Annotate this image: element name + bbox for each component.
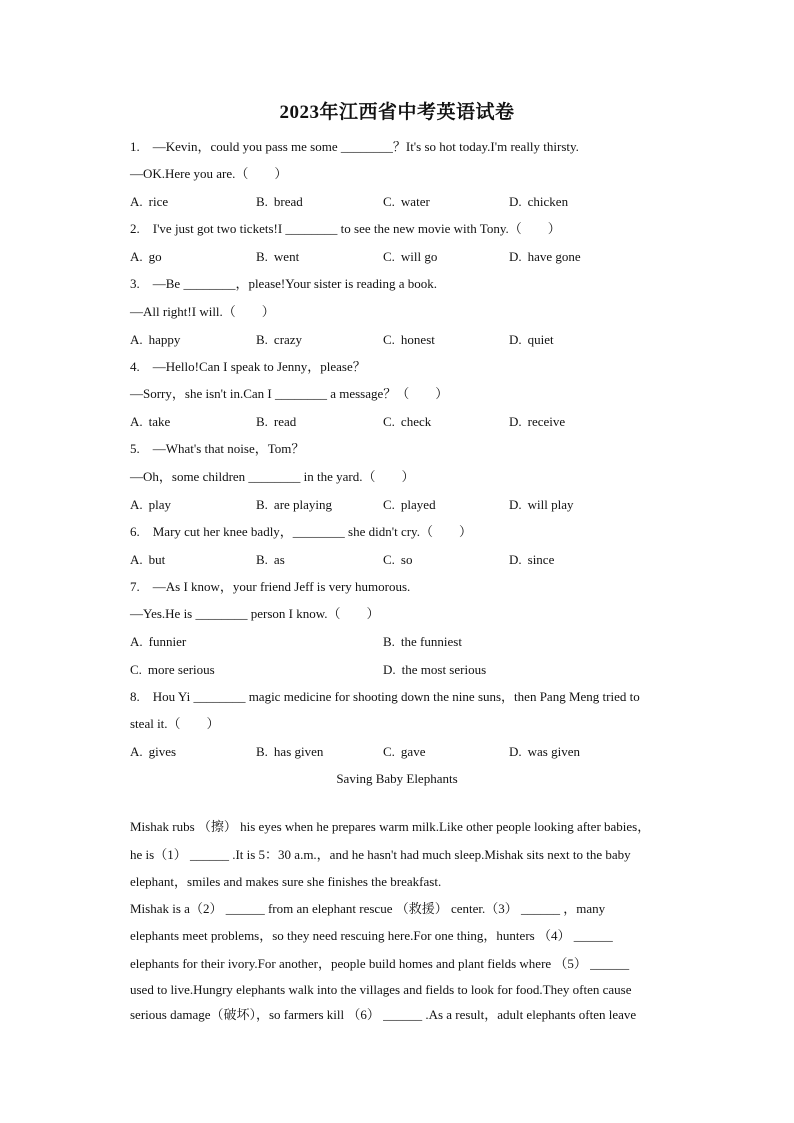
option-text: so	[400, 552, 413, 567]
option-letter: C.	[383, 414, 395, 429]
question-4-reply: —Sorry，she isn't in.Can I ________ a message？（ ）	[130, 386, 449, 401]
option-text: water	[400, 194, 430, 209]
passage-line: elephant，smiles and makes sure she finishes the breakfast.	[130, 874, 442, 889]
option-letter: C.	[383, 497, 395, 512]
passage-line: elephants for their ivory.For another，people build homes and plant fields where （5） ______	[130, 956, 630, 971]
question-2-option-d[interactable]	[509, 249, 581, 265]
question-8-option-c[interactable]	[383, 744, 425, 760]
option-text: gave	[400, 744, 426, 759]
question-2-option-c[interactable]	[383, 249, 437, 265]
option-letter: B.	[256, 249, 268, 264]
question-7-option-a[interactable]	[130, 634, 186, 650]
question-3-option-c[interactable]	[383, 332, 435, 348]
option-letter: A.	[130, 332, 143, 347]
option-text: receive	[527, 414, 566, 429]
option-letter: C.	[383, 249, 395, 264]
option-text: read	[273, 414, 297, 429]
option-letter: B.	[256, 497, 268, 512]
option-text: quiet	[527, 332, 554, 347]
question-5-option-b[interactable]	[256, 497, 332, 513]
option-text: will go	[400, 249, 438, 264]
option-text: honest	[400, 332, 435, 347]
question-8-stem-cont: steal it.（ ）	[130, 716, 220, 731]
option-text: gives	[148, 744, 177, 759]
option-text: the funniest	[400, 634, 462, 649]
passage-line: Mishak is a（2） ______ from an elephant rescue （救援） center.（3） ______ ，many	[130, 901, 606, 916]
question-1-option-b[interactable]	[256, 194, 303, 210]
question-3-option-d[interactable]	[509, 332, 554, 348]
question-1-option-d[interactable]	[509, 194, 568, 210]
option-text: happy	[148, 332, 181, 347]
option-letter: C.	[383, 332, 395, 347]
option-letter: B.	[256, 414, 268, 429]
passage-line: elephants meet problems，so they need rescuing here.For one thing，hunters （4） ______	[130, 928, 613, 943]
question-2-stem: 2. I've just got two tickets!I ________ to see the new movie with Tony.（ ）	[130, 221, 561, 236]
page-title: 2023年江西省中考英语试卷	[279, 102, 515, 123]
option-letter: C.	[130, 662, 142, 677]
option-text: but	[148, 552, 166, 567]
option-text: check	[400, 414, 432, 429]
option-text: will play	[527, 497, 574, 512]
option-text: since	[527, 552, 555, 567]
question-5-option-d[interactable]	[509, 497, 574, 513]
question-6-option-d[interactable]	[509, 552, 554, 568]
question-3-stem: 3. —Be ________，please!Your sister is reading a book.	[130, 276, 438, 291]
option-letter: B.	[256, 552, 268, 567]
question-8-stem: 8. Hou Yi ________ magic medicine for shooting down the nine suns，then Pang Meng tried to	[130, 689, 640, 704]
question-2-option-b[interactable]	[256, 249, 299, 265]
question-3-option-b[interactable]	[256, 332, 302, 348]
question-6-option-b[interactable]	[256, 552, 285, 568]
question-2-option-a[interactable]	[130, 249, 162, 265]
question-4-option-d[interactable]	[509, 414, 565, 430]
question-1-stem: 1. —Kevin，could you pass me some ________？It's so hot today.I'm really thirsty.	[130, 139, 579, 154]
option-text: bread	[273, 194, 303, 209]
question-3-option-a[interactable]	[130, 332, 180, 348]
option-text: went	[273, 249, 300, 264]
question-4-stem: 4. —Hello!Can I speak to Jenny，please？	[130, 359, 366, 374]
question-5-option-a[interactable]	[130, 497, 171, 513]
passage-line: serious damage（破坏），so farmers kill （6） ______ .As a result，adult elephants often leave	[130, 1007, 637, 1022]
option-letter: C.	[383, 552, 395, 567]
option-letter: D.	[383, 662, 396, 677]
question-7-stem: 7. —As I know，your friend Jeff is very humorous.	[130, 579, 411, 594]
option-text: funnier	[148, 634, 187, 649]
question-8-option-b[interactable]	[256, 744, 323, 760]
question-1-option-a[interactable]	[130, 194, 168, 210]
option-letter: B.	[383, 634, 395, 649]
option-letter: C.	[383, 744, 395, 759]
option-text: rice	[148, 194, 169, 209]
option-letter: B.	[256, 332, 268, 347]
option-letter: D.	[509, 552, 522, 567]
option-letter: A.	[130, 744, 143, 759]
question-5-reply: —Oh，some children ________ in the yard.（ ）	[130, 469, 415, 484]
option-letter: A.	[130, 497, 143, 512]
option-text: was given	[527, 744, 580, 759]
question-1-option-c[interactable]	[383, 194, 430, 210]
question-4-option-c[interactable]	[383, 414, 431, 430]
option-text: have gone	[527, 249, 581, 264]
option-text: go	[148, 249, 162, 264]
question-6-option-c[interactable]	[383, 552, 412, 568]
passage-title: Saving Baby Elephants	[336, 771, 458, 786]
option-text: play	[148, 497, 172, 512]
question-4-option-a[interactable]	[130, 414, 170, 430]
question-3-reply: —All right!I will.（ ）	[130, 304, 275, 319]
question-8-option-a[interactable]	[130, 744, 176, 760]
question-7-reply: —Yes.He is ________ person I know.（ ）	[130, 606, 380, 621]
option-letter: B.	[256, 744, 268, 759]
question-7-option-c[interactable]	[130, 662, 215, 678]
option-text: are playing	[273, 497, 333, 512]
option-text: more serious	[147, 662, 215, 677]
option-letter: D.	[509, 194, 522, 209]
option-text: take	[148, 414, 171, 429]
question-8-option-d[interactable]	[509, 744, 580, 760]
question-5-stem: 5. —What's that noise，Tom？	[130, 441, 305, 456]
option-text: as	[273, 552, 285, 567]
option-letter: D.	[509, 497, 522, 512]
option-letter: A.	[130, 552, 143, 567]
option-letter: D.	[509, 249, 522, 264]
option-letter: D.	[509, 332, 522, 347]
option-letter: A.	[130, 249, 143, 264]
option-letter: C.	[383, 194, 395, 209]
option-letter: B.	[256, 194, 268, 209]
option-letter: A.	[130, 194, 143, 209]
passage-line: used to live.Hungry elephants walk into the villages and fields to look for food.They often cause	[130, 982, 632, 997]
option-letter: A.	[130, 634, 143, 649]
question-7-option-b[interactable]	[383, 634, 462, 650]
option-letter: D.	[509, 414, 522, 429]
question-5-option-c[interactable]	[383, 497, 436, 513]
option-letter: A.	[130, 414, 143, 429]
option-letter: D.	[509, 744, 522, 759]
option-text: played	[400, 497, 436, 512]
question-6-option-a[interactable]	[130, 552, 165, 568]
option-text: the most serious	[401, 662, 487, 677]
question-6-stem: 6. Mary cut her knee badly，________ she didn't cry.（ ）	[130, 524, 472, 539]
question-4-option-b[interactable]	[256, 414, 296, 430]
question-7-option-d[interactable]	[383, 662, 486, 678]
option-text: chicken	[527, 194, 569, 209]
option-text: has given	[273, 744, 324, 759]
option-text: crazy	[273, 332, 303, 347]
passage-line: Mishak rubs （擦） his eyes when he prepares warm milk.Like other people looking after babies，	[130, 819, 651, 834]
question-1-reply: —OK.Here you are.（ ）	[130, 166, 288, 181]
passage-line: he is（1） ______ .It is 5：30 a.m.，and he hasn't had much sleep.Mishak sits next to the baby	[130, 847, 631, 862]
